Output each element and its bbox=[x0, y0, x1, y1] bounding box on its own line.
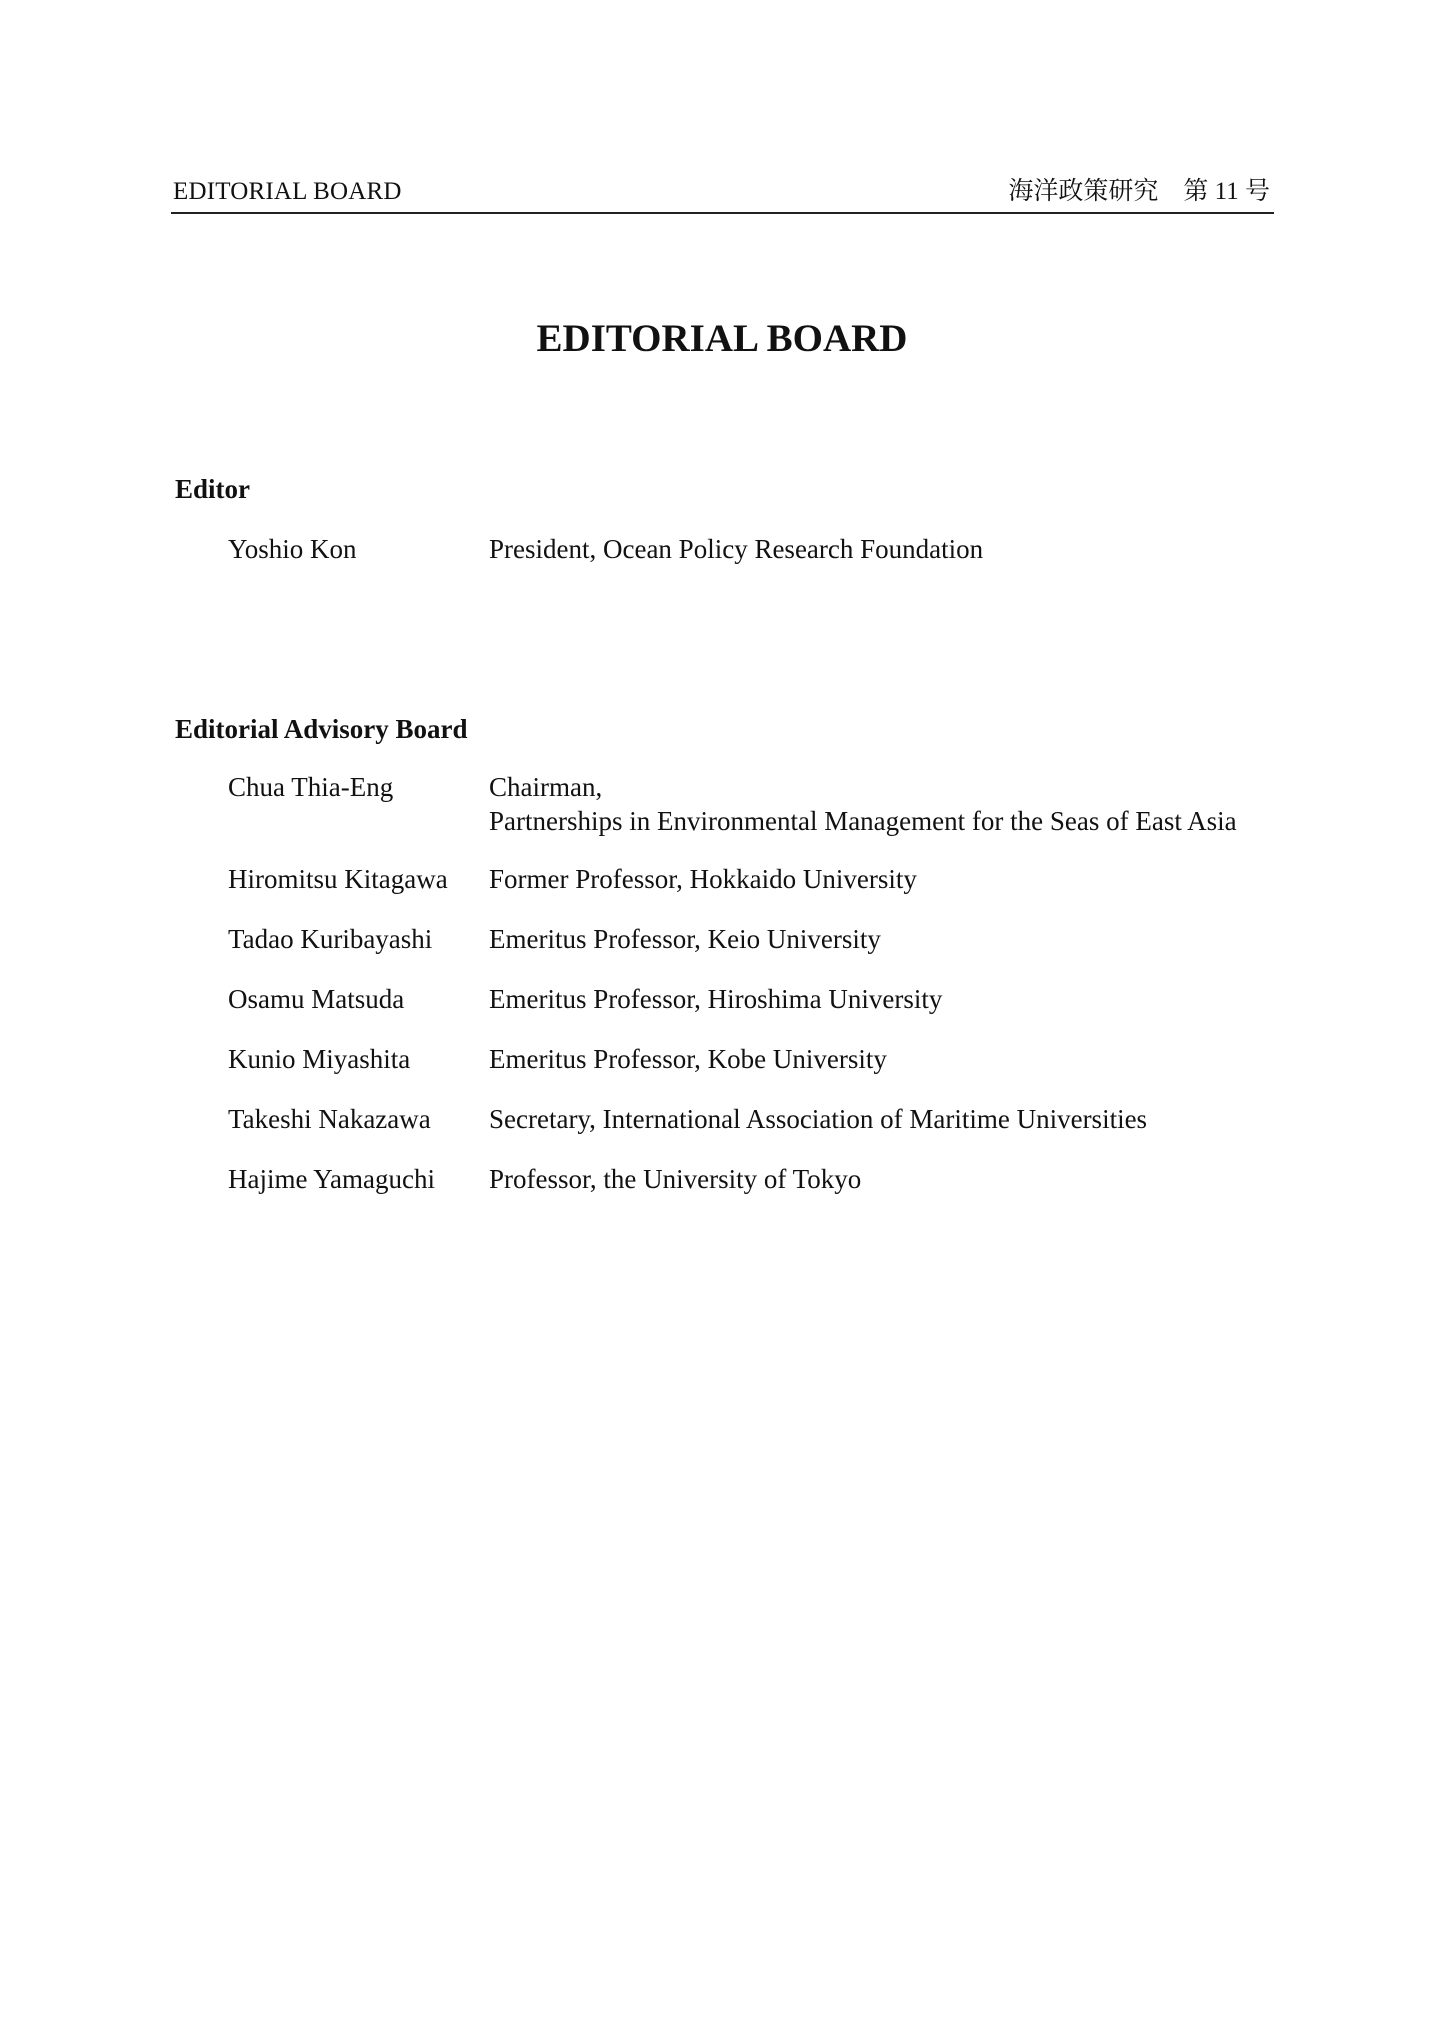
member-name: Yoshio Kon bbox=[228, 534, 357, 564]
member-role bbox=[489, 862, 917, 896]
running-header bbox=[171, 172, 1274, 214]
member-role-line: Emeritus Professor, Hiroshima University bbox=[489, 984, 943, 1014]
member-role-line: Former Professor, Hokkaido University bbox=[489, 864, 917, 894]
member-name: Hajime Yamaguchi bbox=[228, 1164, 435, 1194]
member-role-line: Emeritus Professor, Kobe University bbox=[489, 1044, 887, 1074]
member-role-line: President, Ocean Policy Research Foundation bbox=[489, 534, 984, 564]
member-role-line: Emeritus Professor, Keio University bbox=[489, 924, 881, 954]
member-name: Tadao Kuribayashi bbox=[228, 924, 433, 954]
member-role bbox=[489, 1162, 861, 1196]
member-role-line: Chairman, bbox=[489, 772, 603, 802]
running-header-journal: 海洋政策研究 第 11 号 bbox=[1008, 178, 1270, 205]
member-role-line: Partnerships in Environmental Management for the Seas of East Asia bbox=[489, 806, 1237, 836]
editor-heading: Editor bbox=[175, 474, 251, 504]
member-name: Hiromitsu Kitagawa bbox=[228, 864, 448, 894]
member-role bbox=[489, 1042, 887, 1076]
member-role bbox=[489, 922, 881, 956]
member-role-line: Professor, the University of Tokyo bbox=[489, 1164, 862, 1194]
member-role bbox=[489, 982, 942, 1016]
member-role bbox=[489, 770, 1237, 838]
advisory-board-heading: Editorial Advisory Board bbox=[175, 714, 468, 744]
running-header-section: EDITORIAL BOARD bbox=[173, 178, 402, 205]
member-name: Takeshi Nakazawa bbox=[228, 1104, 431, 1134]
member-name: Kunio Miyashita bbox=[228, 1044, 411, 1074]
member-role bbox=[489, 1102, 1147, 1136]
page-title: EDITORIAL BOARD bbox=[536, 317, 908, 360]
member-role bbox=[489, 532, 983, 566]
member-role-line: Secretary, International Association of Maritime Universities bbox=[489, 1104, 1148, 1134]
member-name: Osamu Matsuda bbox=[228, 984, 405, 1014]
member-name: Chua Thia-Eng bbox=[228, 772, 394, 802]
